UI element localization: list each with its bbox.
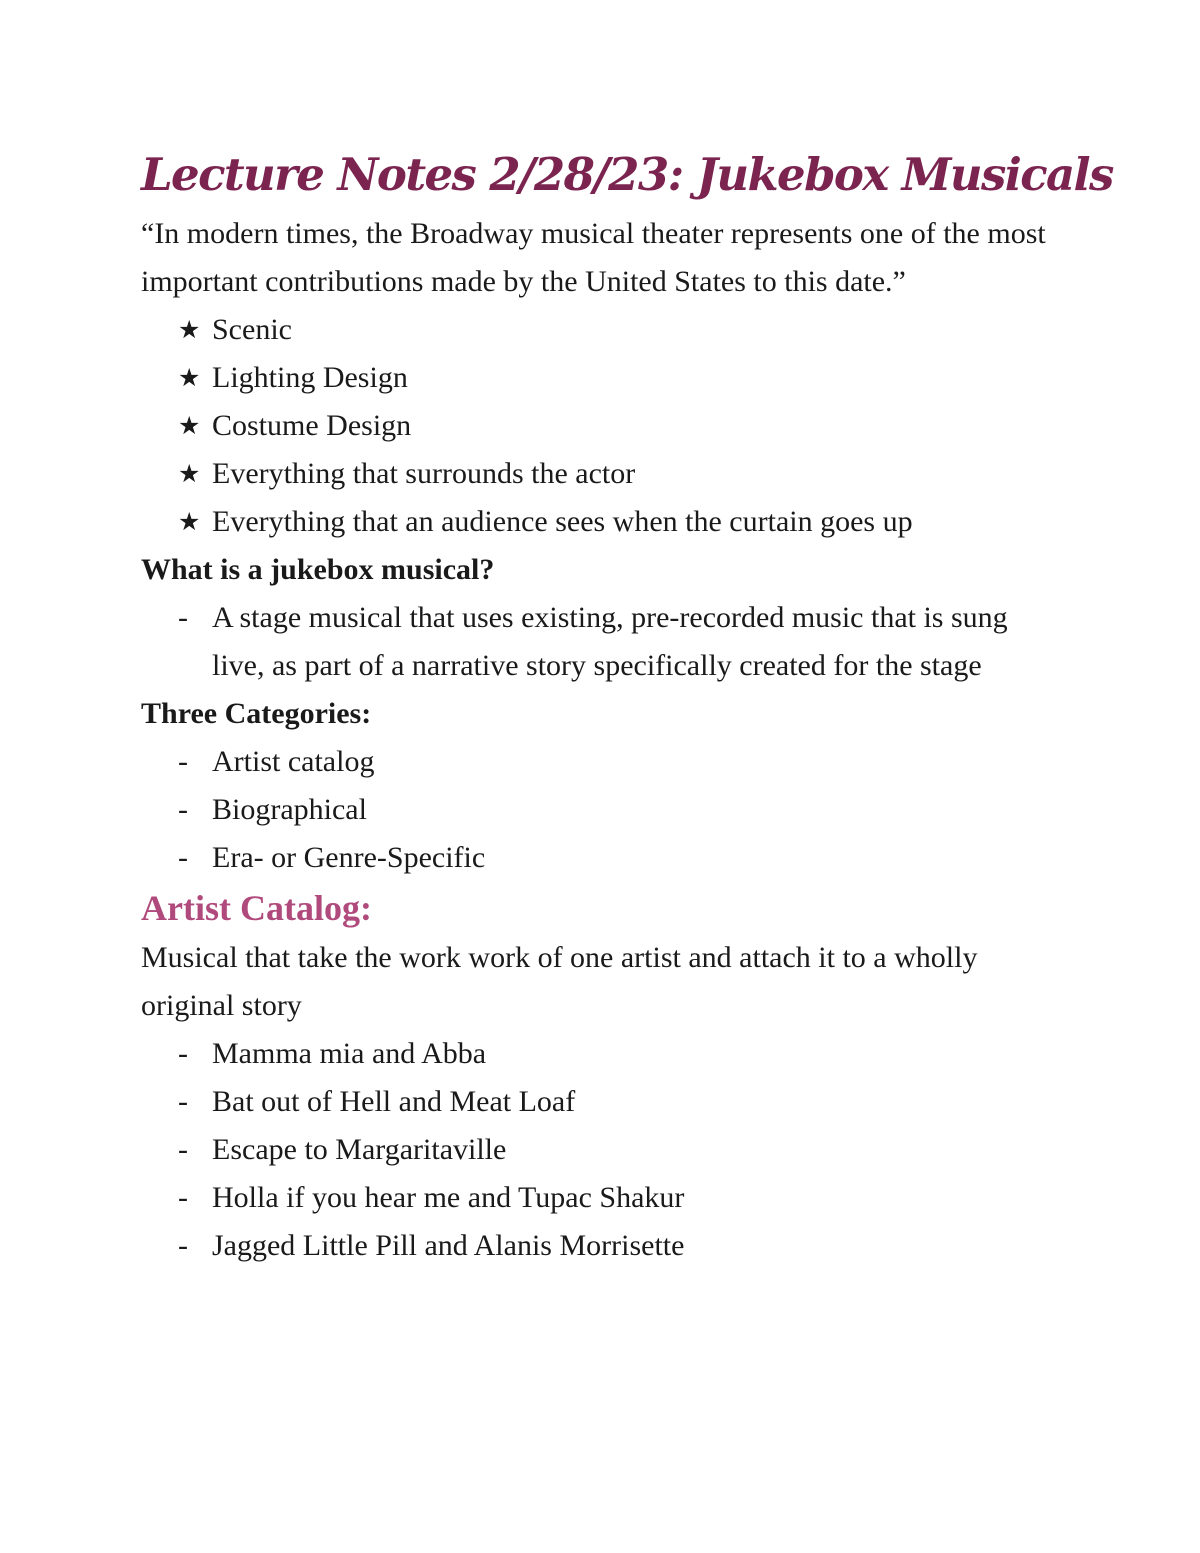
artist-example-item [141, 1222, 1061, 1270]
category-item [141, 834, 1061, 882]
star-icon: ★ [178, 315, 201, 344]
category-item [141, 738, 1061, 786]
star-list-item-text: Lighting Design [212, 361, 408, 394]
star-list-item [141, 402, 1061, 450]
artist-catalog-heading: Artist Catalog: [141, 888, 372, 928]
page-title: Lecture Notes 2/28/23: Jukebox Musicals [141, 148, 1113, 201]
dash-icon: - [178, 745, 188, 778]
dash-icon: - [178, 1037, 188, 1070]
document-page [141, 142, 1113, 1270]
star-list-item-text: Everything that an audience sees when the curtain goes up [212, 505, 913, 538]
artist-catalog-description: Musical that take the work work of one artist and attach it to a wholly original story [141, 941, 978, 1022]
artist-example-item [141, 1174, 1061, 1222]
category-text: Biographical [212, 793, 367, 826]
artist-example-text: Holla if you hear me and Tupac Shakur [212, 1181, 685, 1214]
dash-icon: - [178, 1181, 188, 1214]
star-list-item [141, 306, 1061, 354]
dash-icon: - [178, 1133, 188, 1166]
artist-example-text: Bat out of Hell and Meat Loaf [212, 1085, 576, 1118]
star-icon: ★ [178, 363, 201, 392]
star-list-item-text: Costume Design [212, 409, 412, 442]
star-icon: ★ [178, 507, 201, 536]
jukebox-question-heading: What is a jukebox musical? [141, 553, 495, 586]
artist-example-text: Jagged Little Pill and Alanis Morrisette [212, 1229, 685, 1262]
category-item [141, 786, 1061, 834]
star-list-item [141, 498, 1061, 546]
artist-example-item [141, 1030, 1061, 1078]
dash-icon: - [178, 601, 188, 634]
star-list [141, 306, 1061, 546]
category-text: Era- or Genre-Specific [212, 841, 486, 874]
definition-list [141, 594, 1061, 690]
artist-example-text: Mamma mia and Abba [212, 1037, 487, 1070]
dash-icon: - [178, 1085, 188, 1118]
definition-list-item [141, 594, 1061, 690]
dash-icon: - [178, 1229, 188, 1262]
star-list-item [141, 354, 1061, 402]
star-list-item-text: Everything that surrounds the actor [212, 457, 636, 490]
dash-icon: - [178, 841, 188, 874]
dash-icon: - [178, 793, 188, 826]
star-list-item-text: Scenic [212, 313, 292, 346]
artist-examples-list [141, 1030, 1061, 1270]
star-list-item [141, 450, 1061, 498]
artist-example-text: Escape to Margaritaville [212, 1133, 507, 1166]
category-text: Artist catalog [212, 745, 375, 778]
categories-heading: Three Categories: [141, 697, 372, 730]
definition-text: A stage musical that uses existing, pre-recorded music that is sung live, as part of a narrative story specifically created for the stage [212, 601, 1008, 682]
star-icon: ★ [178, 459, 201, 488]
quote-paragraph: “In modern times, the Broadway musical theater represents one of the most important contributions made by the United States to this date.” [141, 217, 1046, 298]
artist-example-item [141, 1078, 1061, 1126]
categories-list [141, 738, 1061, 882]
star-icon: ★ [178, 411, 201, 440]
artist-example-item [141, 1126, 1061, 1174]
